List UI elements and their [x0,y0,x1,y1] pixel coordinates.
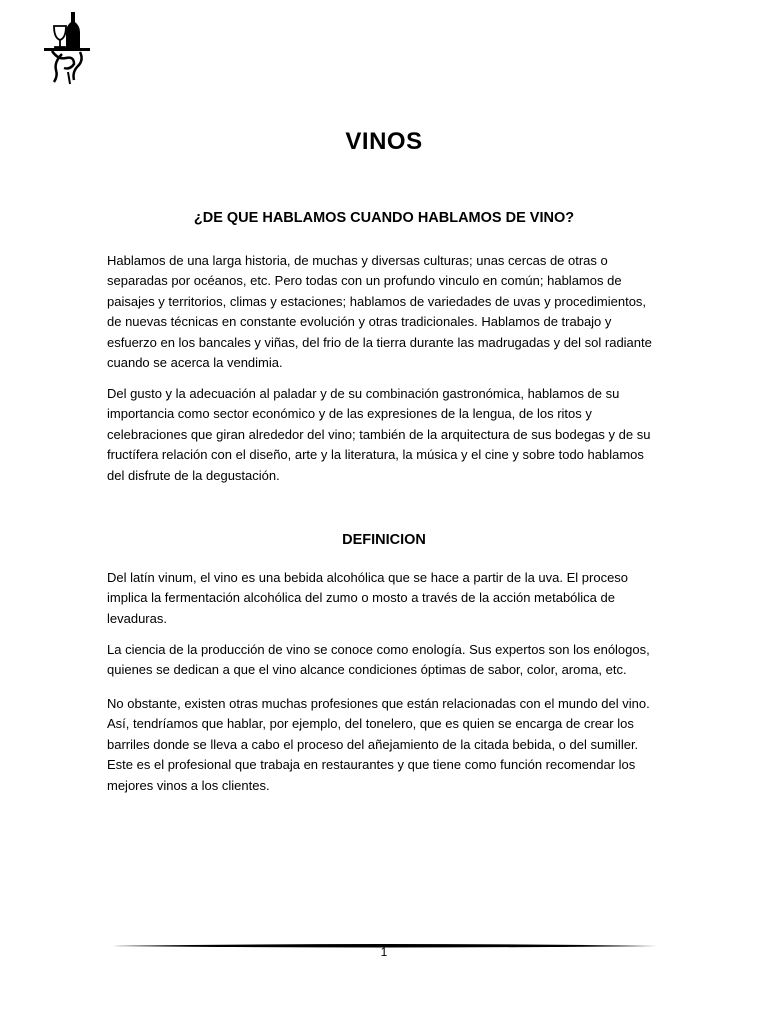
document-title: VINOS [345,128,423,155]
definition-paragraph-3: No obstante, existen otras muchas profesiones que están relacionadas con el mundo del vino. Así, tendríamos que hablar, por ejemplo, del tonelero, que es quien se encarga de crear los barriles donde se lleva a cabo el proceso del añejamiento de la citada bebida, o del sumiller. Este es el profesional que trabaja en restaurantes y que tiene como función recomendar los mejores vinos a los clientes. [107,696,650,793]
document-subtitle: ¿DE QUE HABLAMOS CUANDO HABLAMOS DE VINO? [193,210,575,226]
intro-paragraph-1: Hablamos de una larga historia, de muchas y diversas culturas; unas cercas de otras o separadas por océanos, etc. Pero todas con un profundo vinculo en común; hablamos de paisajes y territorios, climas y estaciones; hablamos de variedades de uvas y procedimientos, de nuevas técnicas en constante evolución y otras tradicionales. Hablamos de trabajo y esfuerzo en los bancales y viñas, del frio de la tierra durante las madrugadas y del sol radiante cuando se acerca la vendimia. [107,253,652,371]
page-number: 1 [380,945,388,959]
intro-paragraph-2: Del gusto y la adecuación al paladar y de su combinación gastronómica, hablamos de su importancia como sector económico y de las expresiones de la lengua, de los ritos y celebraciones que giran alrededor del vino; también de la arquitectura de sus bodegas y de su fructífera relación con el diseño, arte y la literatura, la música y el cine y sobre todo hablamos del disfrute de la degustación. [107,386,651,483]
definition-heading: DEFINICION [342,532,426,548]
footer-divider [112,936,657,942]
definition-paragraph-2: La ciencia de la producción de vino se conoce como enología. Sus expertos son los enólogos, quienes se dedican a que el vino alcance condiciones óptimas de sabor, color, aroma, etc. [107,642,650,678]
waiter-tray-wine-icon [40,10,96,86]
definition-paragraph-1: Del latín vinum, el vino es una bebida alcohólica que se hace a partir de la uva. El proceso implica la fermentación alcohólica del zumo o mosto a través de la acción metabólica de levaduras. [107,570,629,626]
